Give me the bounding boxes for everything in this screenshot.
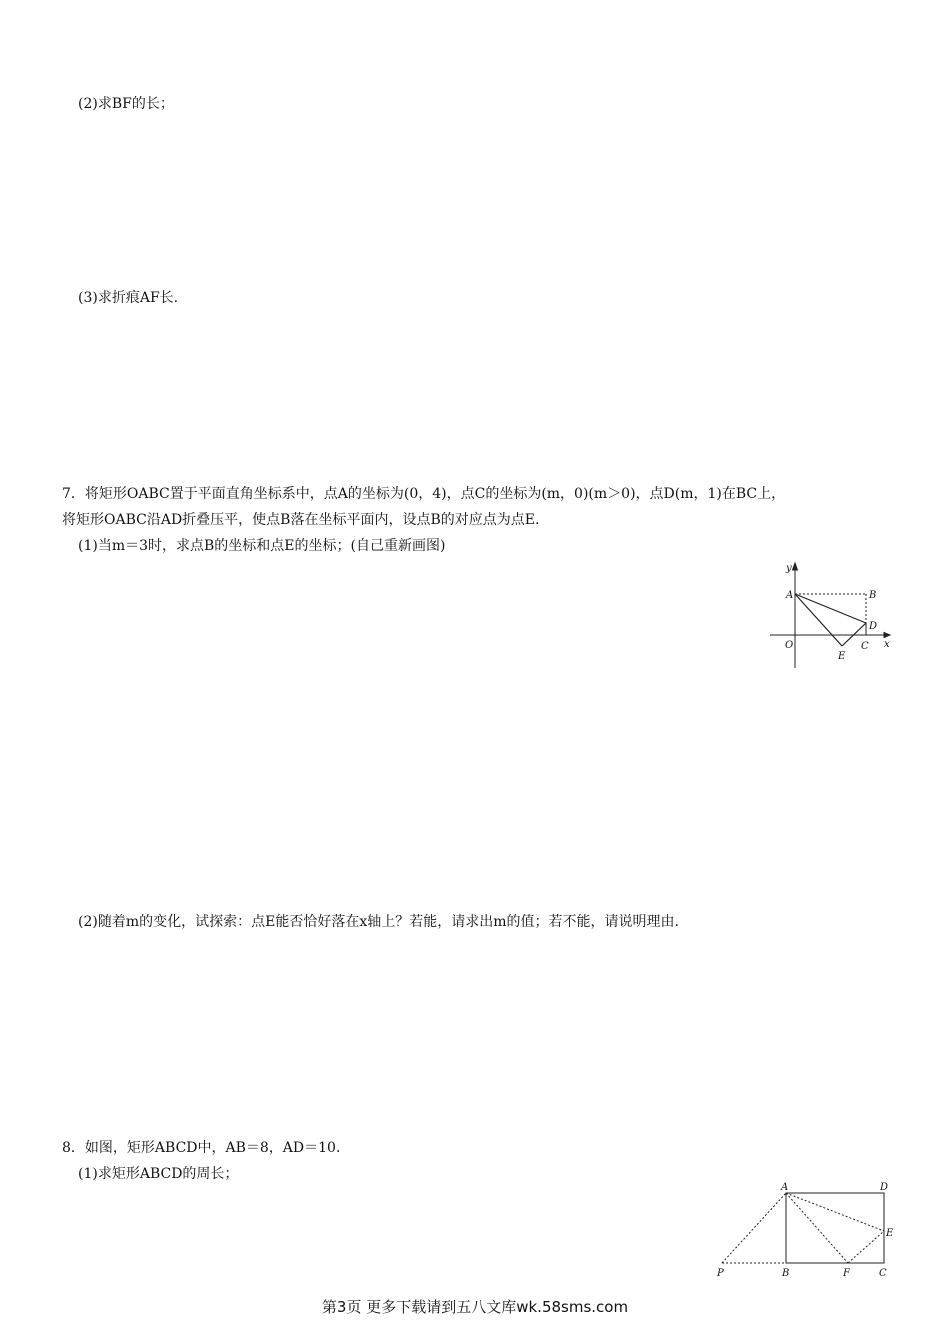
q8-part1: (1)求矩形ABCD的周长； [78, 1166, 239, 1182]
q6-part2: (2)求BF的长； [78, 96, 174, 112]
fig7-label-D: D [869, 621, 878, 632]
q7-part2: (2)随着m的变化，试探索：点E能否恰好落在x轴上？若能，请求出m的值；若不能，请说明理由. [78, 914, 679, 930]
q6-part3: (3)求折痕AF长. [78, 290, 179, 306]
fig8-label-B: B [782, 1268, 790, 1279]
q7-figure [760, 558, 900, 670]
q7-part1: (1)当m＝3时，求点B的坐标和点E的坐标；(自己重新画图) [78, 538, 446, 554]
fig7-label-O: O [785, 640, 794, 651]
fig7-label-y: y [786, 563, 792, 574]
fig8-label-P: P [717, 1268, 724, 1279]
q8-figure [712, 1180, 902, 1280]
q8-stem: 8．如图，矩形ABCD中，AB＝8，AD＝10. [62, 1140, 341, 1156]
fig7-label-B: B [869, 590, 877, 601]
fig8-label-F: F [843, 1268, 850, 1279]
fig8-label-E: E [886, 1228, 894, 1239]
fig8-label-D: D [880, 1182, 889, 1193]
fig7-label-C: C [861, 641, 869, 652]
q7-stem-line1: 7．将矩形OABC置于平面直角坐标系中，点A的坐标为(0，4)，点C的坐标为(m，0)(m＞0)，点D(m，1)在BC上， [62, 486, 786, 502]
page-footer: 第3页 更多下载请到五八文库wk.58sms.com [321, 1298, 629, 1316]
fig7-label-x: x [884, 639, 890, 650]
q7-stem-line2: 将矩形OABC沿AD折叠压平，使点B落在坐标平面内，设点B的对应点为点E. [62, 512, 540, 528]
fig8-label-C: C [879, 1268, 887, 1279]
fig7-label-E: E [838, 651, 846, 662]
fig7-label-A: A [786, 590, 794, 601]
fig8-label-A: A [781, 1182, 789, 1193]
